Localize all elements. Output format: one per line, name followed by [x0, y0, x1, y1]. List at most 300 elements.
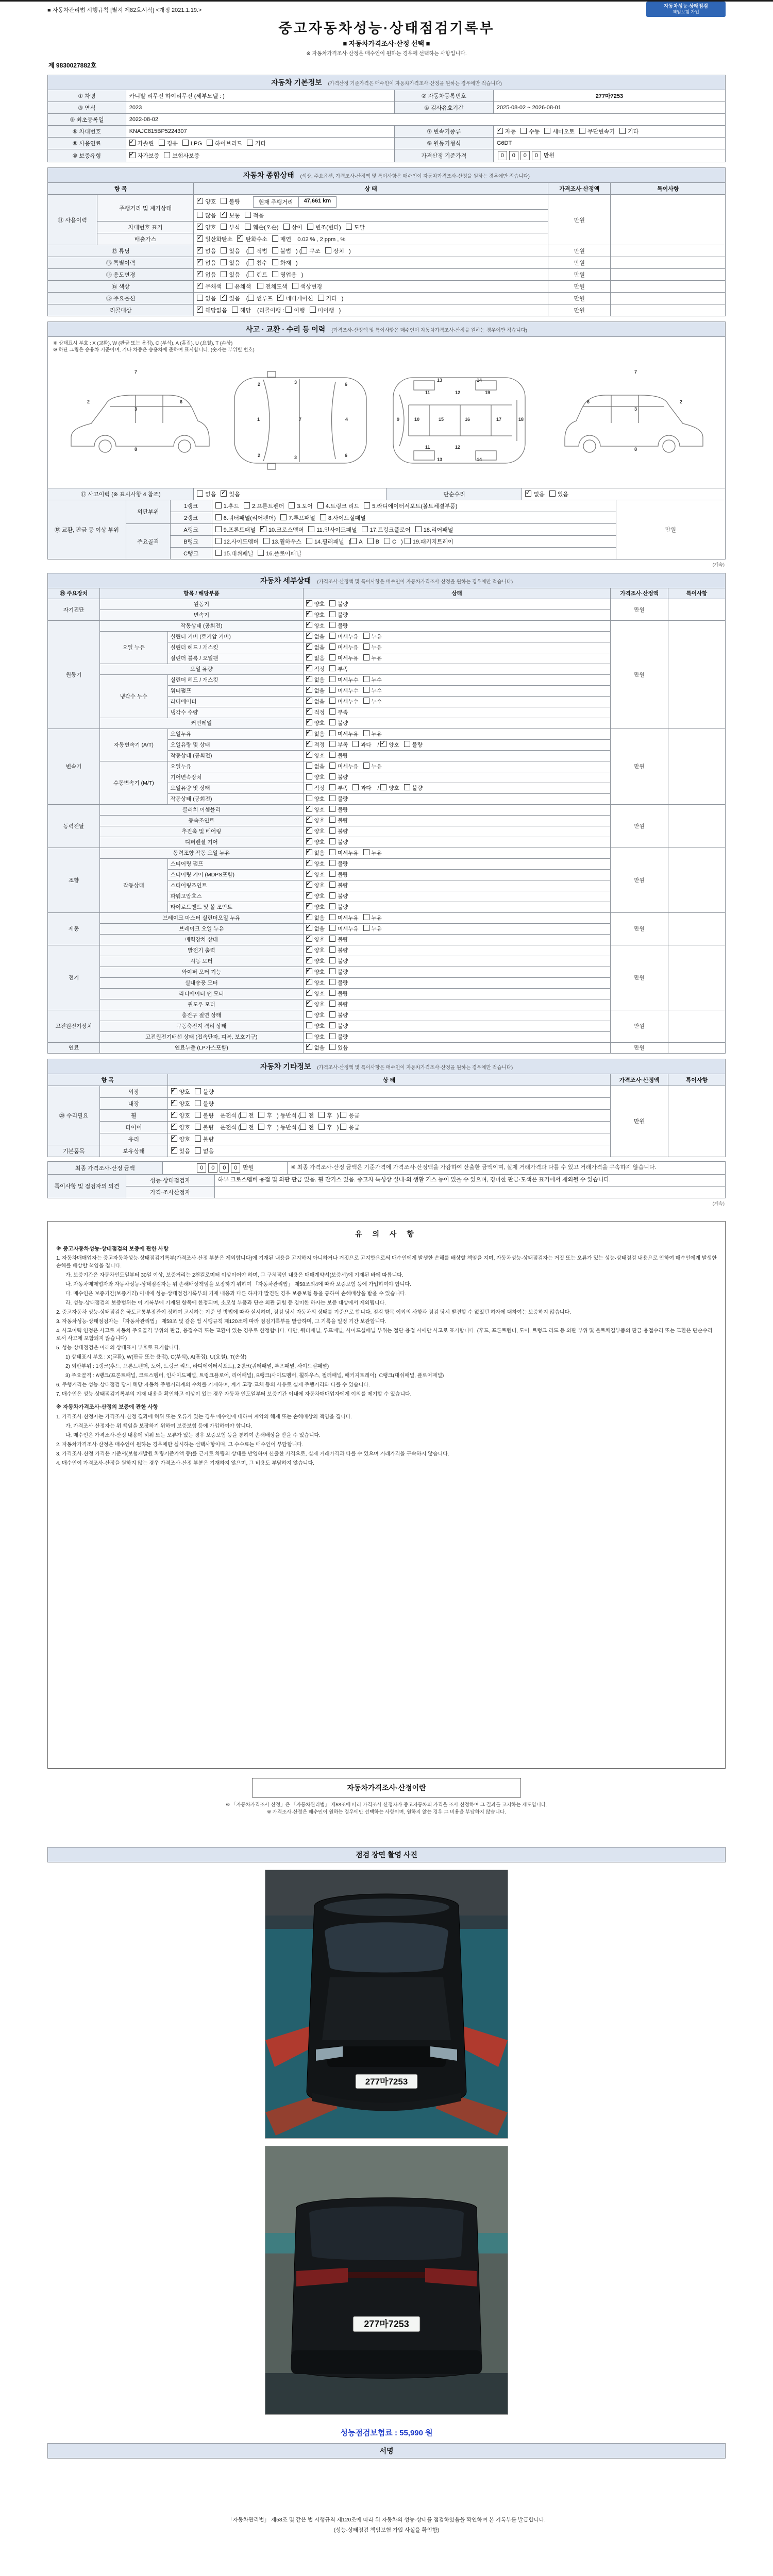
- checkbox-icon[interactable]: [579, 128, 585, 134]
- checkbox-option[interactable]: [329, 925, 359, 933]
- checkbox-checked-icon[interactable]: [171, 1088, 177, 1094]
- checkbox-icon[interactable]: [325, 247, 331, 253]
- checkbox-icon[interactable]: [182, 140, 189, 146]
- checkbox-option[interactable]: [329, 903, 348, 911]
- checkbox-option[interactable]: [306, 698, 325, 705]
- checkbox-option[interactable]: [525, 490, 544, 498]
- checkbox-option[interactable]: [306, 827, 325, 835]
- checkbox-icon[interactable]: [329, 871, 335, 877]
- checkbox-option[interactable]: [306, 990, 325, 997]
- checkbox-icon[interactable]: [329, 654, 335, 660]
- checkbox-icon[interactable]: [197, 490, 203, 497]
- checkbox-option[interactable]: [171, 1111, 190, 1120]
- checkbox-option[interactable]: [195, 1135, 214, 1143]
- checkbox-icon[interactable]: [318, 1112, 325, 1118]
- checkbox-option[interactable]: [346, 223, 365, 231]
- checkbox-option[interactable]: [363, 762, 382, 770]
- checkbox-icon[interactable]: [363, 698, 369, 704]
- checkbox-checked-icon[interactable]: [197, 235, 203, 242]
- checkbox-checked-icon[interactable]: [237, 235, 243, 242]
- checkbox-icon[interactable]: [221, 224, 227, 230]
- checkbox-checked-icon[interactable]: [306, 600, 312, 606]
- checkbox-option[interactable]: [221, 223, 240, 231]
- checkbox-icon[interactable]: [329, 827, 335, 834]
- checkbox-option[interactable]: [306, 752, 325, 759]
- checkbox-icon[interactable]: [329, 817, 335, 823]
- checkbox-option[interactable]: [415, 526, 453, 534]
- checkbox-icon[interactable]: [362, 526, 368, 532]
- checkbox-checked-icon[interactable]: [306, 698, 312, 704]
- checkbox-option[interactable]: [171, 1135, 190, 1143]
- checkbox-option[interactable]: [215, 537, 259, 546]
- checkbox-option[interactable]: [329, 784, 348, 792]
- checkbox-checked-icon[interactable]: [129, 140, 136, 146]
- checkbox-option[interactable]: [544, 127, 575, 135]
- checkbox-option[interactable]: [171, 1099, 190, 1108]
- checkbox-icon[interactable]: [346, 224, 352, 230]
- checkbox-option[interactable]: [306, 643, 325, 651]
- checkbox-option[interactable]: [221, 259, 240, 267]
- checkbox-option[interactable]: [226, 282, 251, 291]
- checkbox-option[interactable]: [306, 784, 325, 792]
- checkbox-option[interactable]: [306, 882, 325, 889]
- checkbox-checked-icon[interactable]: [306, 946, 312, 953]
- checkbox-icon[interactable]: [363, 730, 369, 736]
- checkbox-icon[interactable]: [329, 741, 335, 747]
- checkbox-icon[interactable]: [329, 611, 335, 617]
- checkbox-option[interactable]: [329, 871, 348, 878]
- checkbox-option[interactable]: [380, 784, 399, 792]
- checkbox-option[interactable]: [329, 979, 348, 987]
- checkbox-option[interactable]: [306, 1001, 325, 1008]
- checkbox-option[interactable]: [329, 817, 348, 824]
- checkbox-icon[interactable]: [340, 1112, 346, 1118]
- checkbox-option[interactable]: [329, 882, 348, 889]
- checkbox-icon[interactable]: [320, 514, 326, 520]
- checkbox-checked-icon[interactable]: [197, 271, 203, 277]
- checkbox-icon[interactable]: [549, 490, 556, 497]
- checkbox-checked-icon[interactable]: [306, 633, 312, 639]
- checkbox-icon[interactable]: [258, 550, 264, 556]
- checkbox-checked-icon[interactable]: [306, 806, 312, 812]
- checkbox-option[interactable]: [272, 270, 297, 279]
- checkbox-option[interactable]: [350, 538, 362, 545]
- checkbox-option[interactable]: [232, 306, 251, 314]
- checkbox-icon[interactable]: [197, 295, 203, 301]
- checkbox-icon[interactable]: [329, 936, 335, 942]
- checkbox-checked-icon[interactable]: [129, 152, 136, 158]
- checkbox-option[interactable]: [248, 247, 267, 255]
- checkbox-icon[interactable]: [329, 762, 335, 769]
- checkbox-option[interactable]: [245, 223, 279, 231]
- checkbox-option[interactable]: [258, 549, 301, 557]
- checkbox-option[interactable]: [272, 235, 291, 243]
- checkbox-option[interactable]: [329, 827, 348, 835]
- checkbox-option[interactable]: [306, 936, 325, 943]
- checkbox-icon[interactable]: [195, 1088, 201, 1094]
- checkbox-icon[interactable]: [240, 1124, 246, 1130]
- checkbox-option[interactable]: [579, 127, 615, 135]
- checkbox-option[interactable]: [329, 795, 348, 803]
- checkbox-icon[interactable]: [215, 514, 222, 520]
- checkbox-icon[interactable]: [318, 295, 324, 301]
- checkbox-checked-icon[interactable]: [306, 957, 312, 963]
- checkbox-option[interactable]: [367, 538, 379, 545]
- checkbox-option[interactable]: [329, 936, 348, 943]
- checkbox-checked-icon[interactable]: [306, 654, 312, 660]
- checkbox-icon[interactable]: [310, 307, 316, 313]
- checkbox-option[interactable]: [306, 741, 325, 749]
- checkbox-icon[interactable]: [285, 307, 292, 313]
- checkbox-option[interactable]: [306, 817, 325, 824]
- checkbox-icon[interactable]: [329, 957, 335, 963]
- checkbox-option[interactable]: [329, 719, 348, 727]
- checkbox-option[interactable]: [164, 151, 199, 160]
- checkbox-icon[interactable]: [306, 795, 312, 801]
- checkbox-option[interactable]: [329, 990, 348, 997]
- checkbox-icon[interactable]: [308, 526, 314, 532]
- checkbox-icon[interactable]: [329, 687, 335, 693]
- checkbox-icon[interactable]: [195, 1136, 201, 1142]
- checkbox-icon[interactable]: [159, 140, 165, 146]
- checkbox-option[interactable]: [329, 1022, 348, 1030]
- checkbox-option[interactable]: [329, 643, 359, 651]
- checkbox-option[interactable]: [129, 139, 154, 147]
- checkbox-icon[interactable]: [329, 643, 335, 650]
- checkbox-icon[interactable]: [240, 1112, 246, 1118]
- checkbox-option[interactable]: [364, 502, 457, 510]
- checkbox-option[interactable]: [215, 526, 256, 534]
- checkbox-option[interactable]: [306, 946, 325, 954]
- checkbox-checked-icon[interactable]: [306, 687, 312, 693]
- checkbox-icon[interactable]: [306, 784, 312, 790]
- checkbox-checked-icon[interactable]: [197, 307, 203, 313]
- checkbox-checked-icon[interactable]: [260, 526, 266, 532]
- checkbox-option[interactable]: [215, 502, 239, 510]
- checkbox-option[interactable]: [619, 127, 638, 135]
- checkbox-option[interactable]: [207, 139, 242, 147]
- checkbox-checked-icon[interactable]: [306, 752, 312, 758]
- checkbox-icon[interactable]: [215, 550, 222, 556]
- checkbox-icon[interactable]: [329, 708, 335, 715]
- checkbox-option[interactable]: [244, 502, 284, 510]
- checkbox-checked-icon[interactable]: [306, 708, 312, 715]
- checkbox-option[interactable]: [329, 698, 359, 705]
- checkbox-checked-icon[interactable]: [525, 490, 531, 497]
- checkbox-option[interactable]: [404, 741, 423, 749]
- checkbox-option[interactable]: [240, 1123, 254, 1131]
- checkbox-option[interactable]: [221, 197, 240, 206]
- checkbox-option[interactable]: [306, 838, 325, 846]
- checkbox-option[interactable]: [245, 211, 264, 219]
- checkbox-option[interactable]: [300, 1123, 314, 1131]
- checkbox-option[interactable]: [306, 1022, 325, 1030]
- checkbox-option[interactable]: [215, 549, 254, 557]
- checkbox-option[interactable]: [329, 654, 359, 662]
- checkbox-option[interactable]: [171, 1147, 190, 1155]
- checkbox-icon[interactable]: [329, 990, 335, 996]
- checkbox-icon[interactable]: [307, 224, 313, 230]
- checkbox-icon[interactable]: [272, 247, 278, 253]
- checkbox-checked-icon[interactable]: [306, 914, 312, 920]
- checkbox-option[interactable]: [306, 903, 325, 911]
- checkbox-option[interactable]: [195, 1088, 214, 1096]
- checkbox-option[interactable]: [197, 197, 216, 206]
- checkbox-option[interactable]: [129, 151, 160, 160]
- checkbox-option[interactable]: [195, 1111, 214, 1120]
- checkbox-checked-icon[interactable]: [306, 892, 312, 899]
- checkbox-checked-icon[interactable]: [306, 903, 312, 909]
- checkbox-icon[interactable]: [352, 784, 359, 790]
- checkbox-option[interactable]: [215, 514, 276, 522]
- checkbox-checked-icon[interactable]: [171, 1124, 177, 1130]
- checkbox-icon[interactable]: [300, 1112, 306, 1118]
- checkbox-icon[interactable]: [363, 633, 369, 639]
- checkbox-checked-icon[interactable]: [306, 849, 312, 855]
- checkbox-icon[interactable]: [306, 762, 312, 769]
- checkbox-option[interactable]: [263, 537, 301, 546]
- checkbox-option[interactable]: [520, 127, 540, 135]
- checkbox-option[interactable]: [363, 925, 382, 933]
- checkbox-icon[interactable]: [306, 1011, 312, 1018]
- checkbox-option[interactable]: [306, 1044, 325, 1052]
- checkbox-icon[interactable]: [248, 295, 254, 301]
- checkbox-icon[interactable]: [247, 140, 253, 146]
- checkbox-checked-icon[interactable]: [497, 128, 503, 134]
- checkbox-icon[interactable]: [329, 676, 335, 682]
- checkbox-option[interactable]: [329, 1001, 348, 1008]
- checkbox-option[interactable]: [306, 611, 325, 619]
- checkbox-icon[interactable]: [363, 849, 369, 855]
- checkbox-icon[interactable]: [195, 1100, 201, 1106]
- checkbox-option[interactable]: [306, 1011, 325, 1019]
- checkbox-icon[interactable]: [380, 784, 386, 790]
- checkbox-option[interactable]: [272, 247, 291, 255]
- checkbox-option[interactable]: [247, 139, 266, 147]
- checkbox-icon[interactable]: [329, 752, 335, 758]
- checkbox-option[interactable]: [306, 871, 325, 878]
- checkbox-icon[interactable]: [215, 502, 222, 509]
- checkbox-icon[interactable]: [306, 773, 312, 779]
- checkbox-icon[interactable]: [257, 283, 263, 289]
- checkbox-icon[interactable]: [329, 838, 335, 844]
- checkbox-option[interactable]: [197, 490, 216, 498]
- checkbox-option[interactable]: [300, 1111, 314, 1120]
- checkbox-option[interactable]: [237, 235, 267, 243]
- checkbox-option[interactable]: [306, 860, 325, 868]
- checkbox-option[interactable]: [306, 849, 325, 857]
- checkbox-option[interactable]: [404, 784, 423, 792]
- checkbox-icon[interactable]: [197, 212, 203, 218]
- checkbox-option[interactable]: [329, 622, 348, 630]
- checkbox-option[interactable]: [260, 526, 304, 534]
- checkbox-option[interactable]: [306, 762, 325, 770]
- checkbox-option[interactable]: [329, 1011, 348, 1019]
- checkbox-icon[interactable]: [195, 1112, 201, 1118]
- checkbox-option[interactable]: [306, 665, 325, 673]
- checkbox-option[interactable]: [329, 741, 348, 749]
- checkbox-option[interactable]: [329, 838, 348, 846]
- checkbox-option[interactable]: [197, 282, 222, 291]
- checkbox-option[interactable]: [171, 1088, 190, 1096]
- checkbox-option[interactable]: [363, 698, 382, 705]
- checkbox-icon[interactable]: [164, 152, 170, 158]
- checkbox-checked-icon[interactable]: [306, 871, 312, 877]
- checkbox-checked-icon[interactable]: [306, 817, 312, 823]
- checkbox-option[interactable]: [258, 1111, 272, 1120]
- checkbox-icon[interactable]: [221, 247, 227, 253]
- checkbox-option[interactable]: [329, 611, 348, 619]
- checkbox-icon[interactable]: [363, 654, 369, 660]
- checkbox-icon[interactable]: [329, 622, 335, 628]
- checkbox-checked-icon[interactable]: [306, 676, 312, 682]
- checkbox-checked-icon[interactable]: [197, 224, 203, 230]
- checkbox-icon[interactable]: [248, 271, 254, 277]
- checkbox-icon[interactable]: [363, 762, 369, 769]
- checkbox-checked-icon[interactable]: [277, 295, 283, 301]
- checkbox-option[interactable]: [285, 306, 305, 314]
- checkbox-icon[interactable]: [329, 633, 335, 639]
- checkbox-checked-icon[interactable]: [171, 1147, 177, 1154]
- checkbox-icon[interactable]: [289, 502, 295, 509]
- checkbox-icon[interactable]: [329, 1022, 335, 1028]
- checkbox-icon[interactable]: [405, 538, 411, 544]
- checkbox-icon[interactable]: [215, 526, 222, 532]
- checkbox-icon[interactable]: [415, 526, 422, 532]
- checkbox-option[interactable]: [362, 526, 411, 534]
- checkbox-checked-icon[interactable]: [306, 730, 312, 736]
- checkbox-icon[interactable]: [221, 198, 227, 204]
- checkbox-icon[interactable]: [329, 882, 335, 888]
- checkbox-checked-icon[interactable]: [306, 936, 312, 942]
- checkbox-option[interactable]: [306, 925, 325, 933]
- checkbox-option[interactable]: [329, 687, 359, 694]
- checkbox-option[interactable]: [221, 247, 240, 255]
- checkbox-icon[interactable]: [195, 1124, 201, 1130]
- checkbox-checked-icon[interactable]: [171, 1136, 177, 1142]
- checkbox-icon[interactable]: [367, 538, 374, 544]
- checkbox-checked-icon[interactable]: [306, 979, 312, 985]
- checkbox-option[interactable]: [306, 708, 325, 716]
- checkbox-option[interactable]: [340, 1111, 359, 1120]
- checkbox-icon[interactable]: [363, 643, 369, 650]
- checkbox-option[interactable]: [257, 282, 288, 291]
- checkbox-option[interactable]: [306, 892, 325, 900]
- checkbox-option[interactable]: [352, 741, 371, 749]
- checkbox-icon[interactable]: [363, 925, 369, 931]
- checkbox-icon[interactable]: [306, 538, 312, 544]
- checkbox-option[interactable]: [306, 654, 325, 662]
- checkbox-option[interactable]: [329, 1044, 348, 1052]
- checkbox-checked-icon[interactable]: [306, 827, 312, 834]
- checkbox-icon[interactable]: [364, 502, 370, 509]
- checkbox-icon[interactable]: [329, 665, 335, 671]
- checkbox-icon[interactable]: [352, 741, 359, 747]
- checkbox-option[interactable]: [329, 968, 348, 976]
- checkbox-icon[interactable]: [329, 903, 335, 909]
- checkbox-option[interactable]: [308, 526, 357, 534]
- checkbox-option[interactable]: [329, 892, 348, 900]
- checkbox-icon[interactable]: [248, 259, 254, 265]
- checkbox-icon[interactable]: [329, 914, 335, 920]
- checkbox-option[interactable]: [306, 795, 325, 803]
- checkbox-icon[interactable]: [318, 1124, 325, 1130]
- checkbox-icon[interactable]: [329, 773, 335, 779]
- checkbox-option[interactable]: [197, 211, 216, 219]
- checkbox-option[interactable]: [306, 537, 344, 546]
- checkbox-icon[interactable]: [226, 283, 232, 289]
- checkbox-option[interactable]: [363, 687, 382, 694]
- checkbox-option[interactable]: [329, 762, 359, 770]
- checkbox-option[interactable]: [329, 665, 348, 673]
- checkbox-option[interactable]: [363, 914, 382, 922]
- checkbox-option[interactable]: [329, 849, 359, 857]
- checkbox-icon[interactable]: [329, 795, 335, 801]
- checkbox-icon[interactable]: [329, 1033, 335, 1039]
- checkbox-option[interactable]: [221, 294, 240, 302]
- checkbox-option[interactable]: [306, 633, 325, 640]
- checkbox-checked-icon[interactable]: [197, 247, 203, 253]
- checkbox-option[interactable]: [329, 946, 348, 954]
- checkbox-option[interactable]: [306, 730, 325, 738]
- checkbox-checked-icon[interactable]: [221, 490, 227, 497]
- checkbox-checked-icon[interactable]: [306, 968, 312, 974]
- checkbox-icon[interactable]: [520, 128, 527, 134]
- checkbox-icon[interactable]: [215, 538, 222, 544]
- checkbox-checked-icon[interactable]: [306, 643, 312, 650]
- checkbox-option[interactable]: [318, 294, 337, 302]
- checkbox-option[interactable]: [306, 773, 325, 781]
- checkbox-option[interactable]: [292, 282, 323, 291]
- checkbox-icon[interactable]: [329, 968, 335, 974]
- checkbox-checked-icon[interactable]: [306, 622, 312, 628]
- checkbox-checked-icon[interactable]: [306, 719, 312, 725]
- checkbox-option[interactable]: [277, 294, 313, 302]
- checkbox-option[interactable]: [306, 687, 325, 694]
- checkbox-icon[interactable]: [329, 730, 335, 736]
- checkbox-icon[interactable]: [263, 538, 270, 544]
- checkbox-option[interactable]: [329, 633, 359, 640]
- checkbox-icon[interactable]: [619, 128, 626, 134]
- checkbox-checked-icon[interactable]: [306, 882, 312, 888]
- checkbox-option[interactable]: [306, 1033, 325, 1041]
- checkbox-option[interactable]: [352, 784, 371, 792]
- checkbox-icon[interactable]: [283, 224, 290, 230]
- checkbox-option[interactable]: [221, 270, 240, 279]
- checkbox-icon[interactable]: [329, 806, 335, 812]
- checkbox-option[interactable]: [258, 1123, 272, 1131]
- checkbox-icon[interactable]: [329, 1001, 335, 1007]
- checkbox-option[interactable]: [325, 247, 344, 255]
- checkbox-option[interactable]: [318, 1123, 332, 1131]
- checkbox-checked-icon[interactable]: [221, 295, 227, 301]
- checkbox-option[interactable]: [248, 259, 267, 267]
- checkbox-icon[interactable]: [329, 849, 335, 855]
- checkbox-option[interactable]: [248, 270, 267, 279]
- checkbox-icon[interactable]: [329, 698, 335, 704]
- checkbox-icon[interactable]: [329, 719, 335, 725]
- checkbox-option[interactable]: [329, 676, 359, 684]
- checkbox-option[interactable]: [197, 270, 216, 279]
- checkbox-option[interactable]: [329, 806, 348, 814]
- checkbox-icon[interactable]: [329, 860, 335, 866]
- checkbox-icon[interactable]: [272, 235, 278, 242]
- checkbox-icon[interactable]: [340, 1124, 346, 1130]
- checkbox-icon[interactable]: [244, 502, 250, 509]
- checkbox-option[interactable]: [306, 676, 325, 684]
- checkbox-option[interactable]: [159, 139, 178, 147]
- checkbox-icon[interactable]: [329, 1011, 335, 1018]
